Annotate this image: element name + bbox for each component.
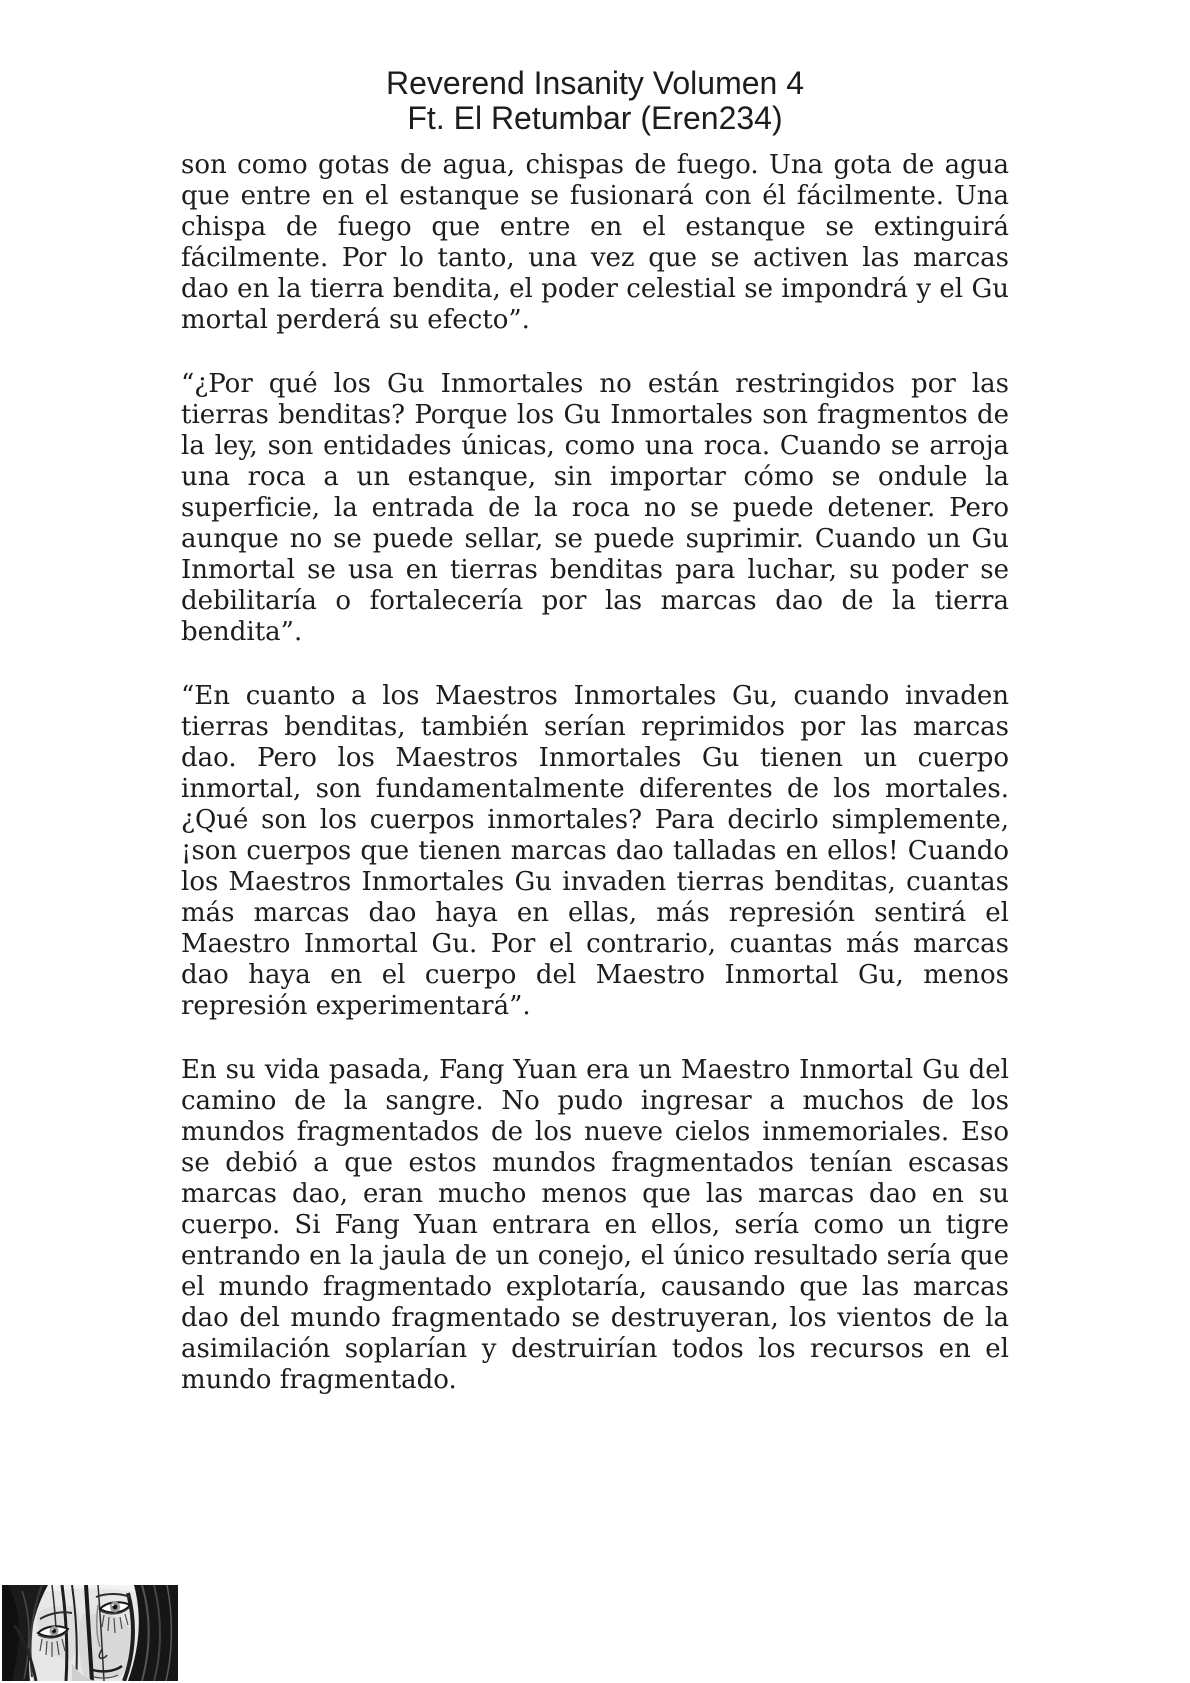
- body-paragraph: “¿Por qué los Gu Inmortales no están restringidos por las tierras benditas? Porque los Gu Inmortales son fragmentos de la ley, son entidades únicas, como una roca. Cuando se arroja una roca a un estanque, sin importar cómo se ondule la superficie, la entrada de la roca no se puede detener. Pero aunque no se puede sellar, se puede suprimir. Cuando un Gu Inmortal se usa en tierras benditas para luchar, su poder se debilitaría o fortalecería por las marcas dao de la tierra bendita”.: [181, 369, 1009, 647]
- document-body: [181, 150, 1009, 1396]
- page-header: [0, 0, 1190, 136]
- body-paragraph: son como gotas de agua, chispas de fuego. Una gota de agua que entre en el estanque se fusionará con él fácilmente. Una chispa de fuego que entre en el estanque se extinguirá fácilmente. Por lo tanto, una vez que se activen las marcas dao en la tierra bendita, el poder celestial se impondrá y el Gu mortal perderá su efecto”.: [181, 150, 1009, 335]
- manga-face-closeup-icon: [2, 1585, 178, 1681]
- manga-face-illustration: [2, 1585, 178, 1681]
- document-title: Reverend Insanity Volumen 4: [385, 65, 805, 101]
- body-paragraph: En su vida pasada, Fang Yuan era un Maestro Inmortal Gu del camino de la sangre. No pudo ingresar a muchos de los mundos fragmentados de los nueve cielos inmemoriales. Eso se debió a que estos mundos fragmentados tenían escasas marcas dao, eran mucho menos que las marcas dao en su cuerpo. Si Fang Yuan entrara en ellos, sería como un tigre entrando en la jaula de un conejo, el único resultado sería que el mundo fragmentado explotaría, causando que las marcas dao del mundo fragmentado se destruyeran, los vientos de la asimilación soplarían y destruirían todos los recursos en el mundo fragmentado.: [181, 1055, 1009, 1395]
- body-paragraph: “En cuanto a los Maestros Inmortales Gu, cuando invaden tierras benditas, también serían reprimidos por las marcas dao. Pero los Maestros Inmortales Gu tienen un cuerpo inmortal, son fundamentalmente diferentes de los mortales. ¿Qué son los cuerpos inmortales? Para decirlo simplemente, ¡son cuerpos que tienen marcas dao talladas en ellos! Cuando los Maestros Inmortales Gu invaden tierras benditas, cuantas más marcas dao haya en ellas, más represión sentirá el Maestro Inmortal Gu. Por el contrario, cuantas más marcas dao haya en el cuerpo del Maestro Inmortal Gu, menos represión experimentará”.: [181, 681, 1009, 1021]
- document-subtitle: Ft. El Retumbar (Eren234): [407, 100, 783, 136]
